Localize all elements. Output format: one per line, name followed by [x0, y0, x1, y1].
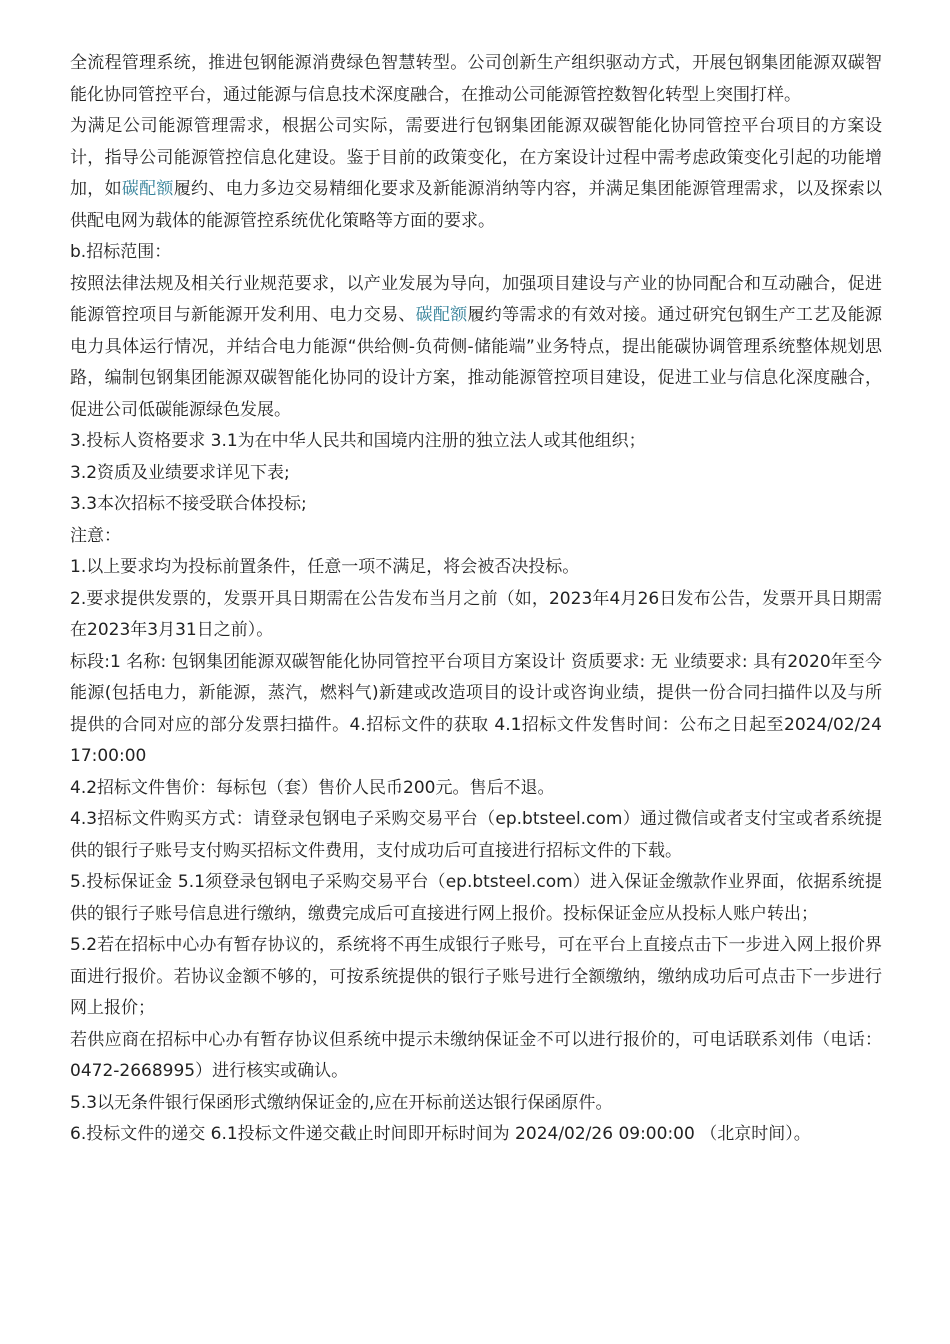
section-heading-notice: 注意： [70, 525, 121, 546]
paragraph-notice-1: 1.以上要求均为投标前置条件，任意一项不满足，将会被否决投标。 [70, 557, 580, 577]
paragraph-qualification-3-2: 3.2资质及业绩要求详见下表; [70, 462, 290, 483]
paragraph-requirement [70, 111, 882, 237]
paragraph-text: 履约等需求的有效对接。通过研究包钢生产工艺及能源电力具体运行情况，并结合电力能源“供给侧-负荷侧-储能端”业务特点，提出能碳协调管理系统整体规划思路，编制包钢集团能源双碳智能化协同的设计方案，推动能源管控项目建设，促进工业与信息化深度融合，促进公司低碳能源绿色发展。 [70, 305, 883, 420]
paragraph-text: 按照法律法规及相关行业规范要求，以产业发展为导向，加强项目建设与产业的协同配合和互动融合，促进能源管控项目与新能源开发利用、电力交易、 [70, 273, 882, 325]
paragraph-deposit-5-3: 5.3以无条件银行保函形式缴纳保证金的,应在开标前送达银行保函原件。 [70, 1092, 613, 1113]
paragraph-lot-details: 标段:1 名称: 包钢集团能源双碳智能化协同管控平台项目方案设计 资质要求: 无 业绩要求: 具有2020年至今能源(包括电力，新能源，蒸汽，燃料气)新建或改造项目的设计或咨询业绩，提供一份合同扫描件以及与所提供的合同对应的部分发票扫描件。4.招标文件的获取 4.1招标文件发售时间：公布之日起至2024/02/24 17:00:00 [70, 651, 882, 766]
carbon-quota-link[interactable]: 碳配额 [415, 305, 468, 325]
paragraph-submission: 6.投标文件的递交 6.1投标文件递交截止时间即开标时间为 2024/02/26 09:00:00 （北京时间）。 [70, 1124, 811, 1144]
paragraph-purchase-method: 4.3招标文件购买方式：请登录包钢电子采购交易平台（ep.btsteel.com）通过微信或者支付宝或者系统提供的银行子账号支付购买招标文件费用，支付成功后可直接进行招标文件的下载。 [70, 809, 882, 861]
paragraph-text: 为满足公司能源管理需求，根据公司实际，需要进行包钢集团能源双碳智能化协同管控平台项目的方案设计，指导公司能源管控信息化建设。鉴于目前的政策变化，在方案设计过程中需考虑政策变化引起的功能增加，如 [70, 116, 882, 199]
paragraph-intro-cont: 全流程管理系统，推进包钢能源消费绿色智慧转型。公司创新生产组织驱动方式，开展包钢集团能源双碳智能化协同管控平台，通过能源与信息技术深度融合，在推动公司能源管控数智化转型上突围打样。 [70, 53, 882, 105]
paragraph-deposit-contact: 若供应商在招标中心办有暂存协议但系统中提示未缴纳保证金不可以进行报价的，可电话联系刘伟（电话：0472-2668995）进行核实或确认。 [70, 1029, 882, 1081]
carbon-quota-link[interactable]: 碳配额 [121, 179, 174, 199]
paragraph-qualification-3-1: 3.投标人资格要求 3.1为在中华人民共和国境内注册的独立法人或其他组织； [70, 431, 646, 451]
document-body [70, 48, 882, 1151]
paragraph-notice-2: 2.要求提供发票的，发票开具日期需在公告发布当月之前（如，2023年4月26日发布公告，发票开具日期需在2023年3月31日之前）。 [70, 588, 882, 640]
paragraph-scope [70, 269, 882, 427]
paragraph-deposit-5-1: 5.投标保证金 5.1须登录包钢电子采购交易平台（ep.btsteel.com）进入保证金缴款作业界面，依据系统提供的银行子账号信息进行缴纳，缴费完成后可直接进行网上报价。投标保证金应从投标人账户转出； [70, 872, 882, 924]
paragraph-qualification-3-3: 3.3本次招标不接受联合体投标; [70, 494, 307, 514]
paragraph-price: 4.2招标文件售价：每标包（套）售价人民币200元。售后不退。 [70, 777, 555, 798]
paragraph-text: 履约、电力多边交易精细化要求及新能源消纳等内容，并满足集团能源管理需求，以及探索以供配电网为载体的能源管控系统优化策略等方面的要求。 [70, 179, 883, 231]
section-heading-scope: b.招标范围： [70, 242, 172, 262]
paragraph-deposit-5-2: 5.2若在招标中心办有暂存协议的，系统将不再生成银行子账号，可在平台上直接点击下一步进入网上报价界面进行报价。若协议金额不够的，可按系统提供的银行子账号进行全额缴纳，缴纳成功后可点击下一步进行网上报价； [70, 935, 882, 1018]
